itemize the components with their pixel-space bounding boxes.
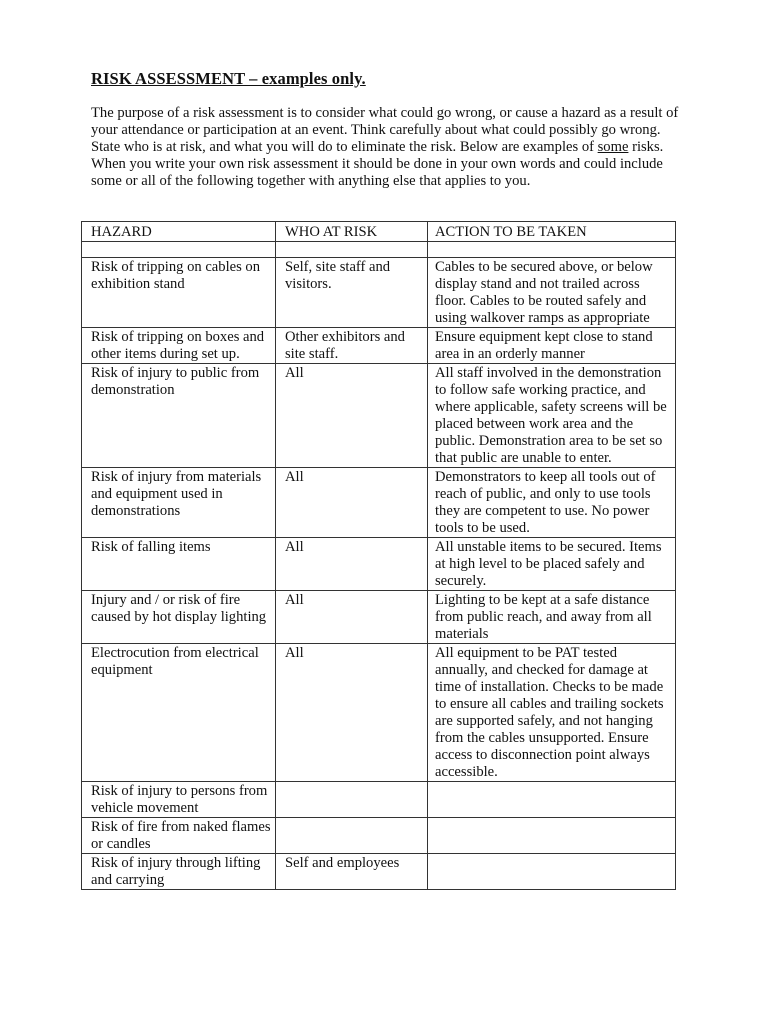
table-row <box>82 644 676 782</box>
hazard-cell: Risk of injury from materials and equipment used in demonstrations <box>82 468 276 538</box>
table-row <box>82 854 676 890</box>
spacer-cell <box>428 242 676 258</box>
action-cell <box>428 818 676 854</box>
intro-text-2: risks. When you write your own risk assessment it should be done in your own words and could include some or all of the following together with anything else that applies to you. <box>91 139 664 189</box>
table-spacer-row <box>82 242 676 258</box>
who-at-risk-cell: All <box>276 538 428 591</box>
action-cell: All staff involved in the demonstration to follow safe working practice, and where applicable, safety screens will be placed between work area and the public. Demonstration area to be set so that public are unable to enter. <box>428 364 676 468</box>
action-cell: Demonstrators to keep all tools out of reach of public, and only to use tools they are competent to use. No power tools to be used. <box>428 468 676 538</box>
who-at-risk-cell: Other exhibitors and site staff. <box>276 328 428 364</box>
table-row <box>82 782 676 818</box>
who-at-risk-cell: All <box>276 591 428 644</box>
hazard-cell: Risk of injury through lifting and carrying <box>82 854 276 890</box>
intro-underlined-word: some <box>597 139 629 155</box>
who-at-risk-cell <box>276 818 428 854</box>
action-cell: Ensure equipment kept close to stand area in an orderly manner <box>428 328 676 364</box>
table-row <box>82 468 676 538</box>
spacer-cell <box>276 242 428 258</box>
intro-text-1: The purpose of a risk assessment is to consider what could go wrong, or cause a hazard as a result of your attendance or participation at an event. Think carefully about what could possibly go wrong. State who is at risk, and what you will do to eliminate the risk. Below are examples of <box>91 105 679 155</box>
who-at-risk-cell: Self, site staff and visitors. <box>276 258 428 328</box>
hazard-cell: Risk of tripping on boxes and other items during set up. <box>82 328 276 364</box>
who-at-risk-cell: All <box>276 364 428 468</box>
risk-table <box>81 221 676 890</box>
hazard-cell: Risk of fire from naked flames or candles <box>82 818 276 854</box>
table-header-row <box>82 222 676 242</box>
action-cell: All unstable items to be secured. Items at high level to be placed safely and securely. <box>428 538 676 591</box>
table-row <box>82 591 676 644</box>
page-title: RISK ASSESSMENT – examples only. <box>91 69 366 88</box>
header-who-at-risk: WHO AT RISK <box>276 222 428 242</box>
who-at-risk-cell <box>276 782 428 818</box>
hazard-cell: Electrocution from electrical equipment <box>82 644 276 782</box>
who-at-risk-cell: Self and employees <box>276 854 428 890</box>
table-row <box>82 258 676 328</box>
action-cell <box>428 854 676 890</box>
hazard-cell: Risk of falling items <box>82 538 276 591</box>
who-at-risk-cell: All <box>276 468 428 538</box>
hazard-cell: Risk of injury to public from demonstration <box>82 364 276 468</box>
hazard-cell: Risk of tripping on cables on exhibition stand <box>82 258 276 328</box>
intro-paragraph <box>91 105 681 190</box>
who-at-risk-cell: All <box>276 644 428 782</box>
action-cell: All equipment to be PAT tested annually, and checked for damage at time of installation. Checks to be made to ensure all cables and trailing sockets are supported safely, and not hanging from the cables unsupported. Ensure access to disconnection point always accessible. <box>428 644 676 782</box>
hazard-cell: Injury and / or risk of fire caused by hot display lighting <box>82 591 276 644</box>
action-cell: Lighting to be kept at a safe distance from public reach, and away from all materials <box>428 591 676 644</box>
header-action: ACTION TO BE TAKEN <box>428 222 676 242</box>
spacer-cell <box>82 242 276 258</box>
header-hazard: HAZARD <box>82 222 276 242</box>
action-cell: Cables to be secured above, or below display stand and not trailed across floor. Cables to be routed safely and using walkover ramps as appropriate <box>428 258 676 328</box>
table-row <box>82 538 676 591</box>
table-row <box>82 328 676 364</box>
action-cell <box>428 782 676 818</box>
table-row <box>82 364 676 468</box>
table-row <box>82 818 676 854</box>
hazard-cell: Risk of injury to persons from vehicle movement <box>82 782 276 818</box>
